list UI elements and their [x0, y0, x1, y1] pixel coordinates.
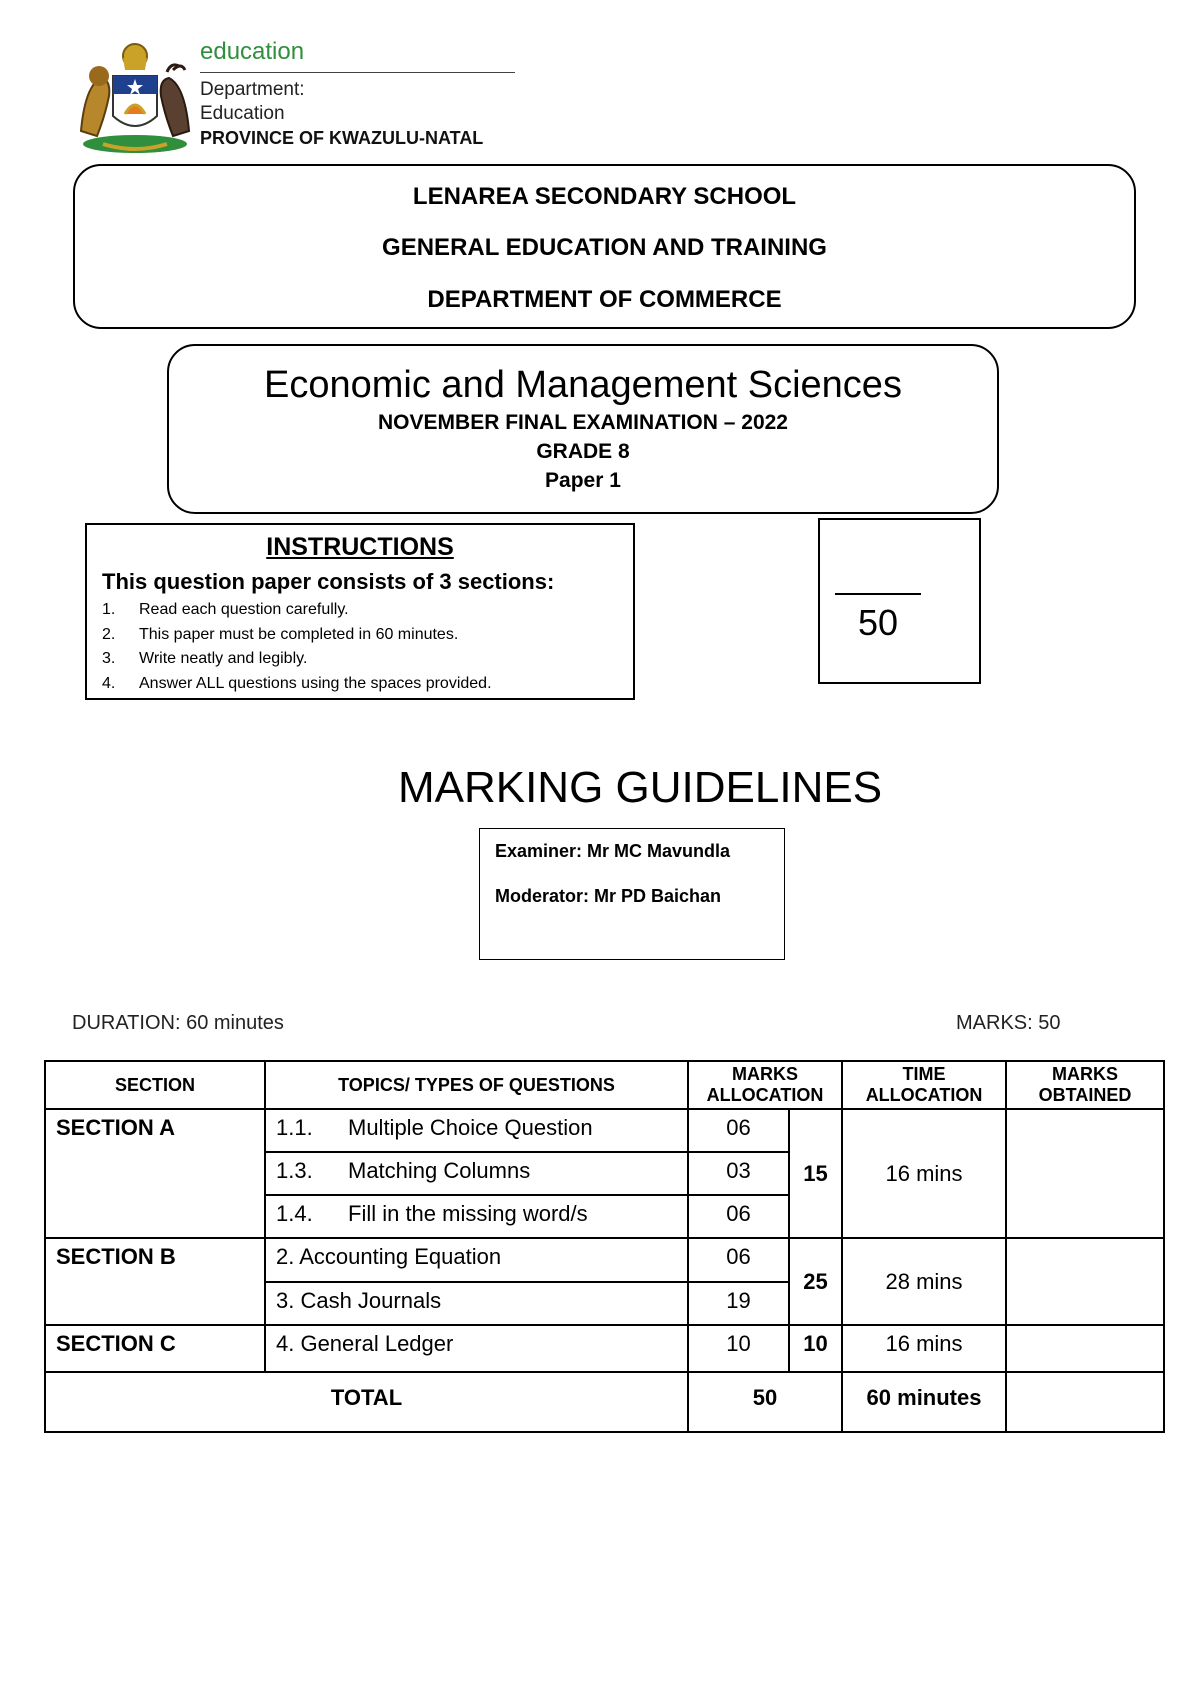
section-a-time [842, 1109, 1006, 1238]
section-b-time: 28 mins [842, 1238, 1006, 1324]
marks-total: 50 [858, 602, 899, 643]
table-header-row [45, 1061, 1164, 1109]
topic-text: Matching Columns [348, 1158, 531, 1184]
item-number: 2. [102, 625, 116, 643]
marks-label: MARKS: 50 [956, 1012, 1061, 1034]
section-b-group-marks: 25 [789, 1238, 842, 1324]
section-b-marks-obtained[interactable] [1006, 1238, 1164, 1324]
item-text: This paper must be completed in 60 minutes. [139, 625, 459, 643]
moderator-name: Moderator: Mr PD Baichan [495, 886, 722, 906]
list-item [102, 598, 492, 623]
item-text: Read each question carefully. [139, 601, 349, 618]
instructions-heading: INSTRUCTIONS [266, 533, 454, 561]
logo-dept-line1: Department: [200, 79, 305, 100]
section-a-group-marks [789, 1109, 842, 1238]
logo-department [200, 78, 305, 126]
section-c-marks-obtained[interactable] [1006, 1325, 1164, 1372]
header-section: SECTION [45, 1061, 265, 1109]
subject-title: Economic and Management Sciences [264, 364, 902, 406]
logo-dept-line2: Education [200, 103, 285, 124]
instructions-list [102, 598, 492, 696]
grade-label: GRADE 8 [536, 440, 630, 463]
total-time: 60 minutes [842, 1372, 1006, 1432]
section-a-label: SECTION A [45, 1109, 265, 1238]
logo-divider [200, 72, 515, 73]
marks-box [818, 518, 981, 684]
marks-cell: 06 [688, 1195, 789, 1238]
school-band: GENERAL EDUCATION AND TRAINING [382, 234, 827, 261]
instructions-box [85, 523, 635, 700]
topic-text: Fill in the missing word/s [348, 1201, 588, 1227]
marks-cell: 06 [688, 1238, 789, 1281]
total-marks: 50 [688, 1372, 842, 1432]
school-department: DEPARTMENT OF COMMERCE [427, 286, 782, 313]
logo-word: education [200, 38, 305, 65]
section-c-time: 16 mins [842, 1325, 1006, 1372]
school-header-box [73, 164, 1136, 329]
header-marks-allocation: MARKS ALLOCATION [688, 1061, 842, 1109]
table-row [45, 1325, 1164, 1372]
time-value: 16 mins [885, 1160, 963, 1186]
section-a-marks-obtained[interactable] [1006, 1109, 1164, 1238]
total-label: TOTAL [45, 1372, 688, 1432]
group-marks-value: 15 [803, 1160, 828, 1186]
item-text: Answer ALL questions using the spaces provided. [139, 674, 492, 692]
instructions-intro: This question paper consists of 3 sections: [102, 569, 555, 594]
topic-cell: 2. Accounting Equation [265, 1238, 688, 1281]
item-text: Write neatly and legibly. [139, 650, 308, 667]
topic-number: 1.4. [276, 1201, 313, 1227]
marks-cell: 03 [688, 1152, 789, 1195]
school-name: LENAREA SECONDARY SCHOOL [412, 183, 797, 210]
topic-cell [265, 1152, 688, 1195]
section-c-group-marks: 10 [789, 1325, 842, 1372]
list-item [102, 647, 492, 672]
department-logo [75, 36, 520, 156]
topic-number: 1.3. [276, 1158, 313, 1184]
header-marks-obtained: MARKS OBTAINED [1006, 1061, 1164, 1109]
logo-province: PROVINCE OF KWAZULU-NATAL [200, 128, 484, 148]
header-topics: TOPICS/ TYPES OF QUESTIONS [265, 1061, 688, 1109]
total-marks-obtained[interactable] [1006, 1372, 1164, 1432]
subject-box [167, 344, 999, 514]
topic-cell [265, 1109, 688, 1152]
item-number: 4. [102, 674, 116, 692]
topic-cell: 3. Cash Journals [265, 1282, 688, 1325]
topic-cell: 4. General Ledger [265, 1325, 688, 1372]
topic-cell [265, 1195, 688, 1238]
topic-text: Multiple Choice Question [348, 1115, 593, 1141]
paper-label: Paper 1 [545, 469, 621, 492]
section-c-label: SECTION C [45, 1325, 265, 1372]
item-number: 3. [102, 650, 116, 667]
marks-cell: 10 [688, 1325, 789, 1372]
topic-number: 1.1. [276, 1115, 313, 1141]
marks-cell: 06 [688, 1109, 789, 1152]
page-title: MARKING GUIDELINES [397, 763, 883, 812]
header-time-allocation: TIME ALLOCATION [842, 1061, 1006, 1109]
kzn-coat-of-arms-icon [75, 36, 195, 156]
allocation-table [44, 1060, 1163, 1433]
score-blank-line [835, 593, 921, 595]
exam-name: NOVEMBER FINAL EXAMINATION – 2022 [378, 411, 788, 434]
table-row [45, 1109, 1164, 1152]
marks-cell: 19 [688, 1282, 789, 1325]
list-item [102, 623, 492, 648]
examiner-name: Examiner: Mr MC Mavundla [495, 841, 731, 861]
duration-label: DURATION: 60 minutes [72, 1012, 284, 1034]
table-row [45, 1238, 1164, 1281]
table-total-row [45, 1372, 1164, 1432]
examiner-box [479, 828, 785, 960]
item-number: 1. [102, 601, 116, 618]
section-b-label: SECTION B [45, 1238, 265, 1324]
list-item [102, 672, 492, 697]
